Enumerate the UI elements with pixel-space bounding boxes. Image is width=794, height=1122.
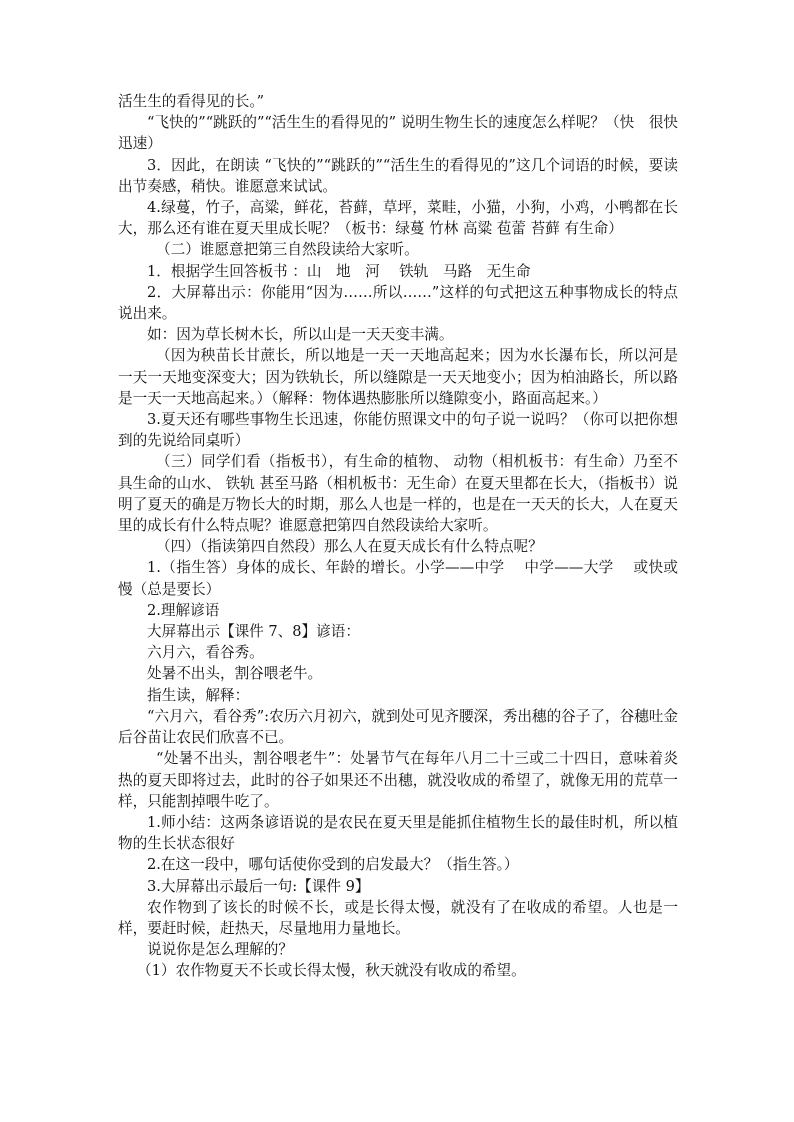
section-heading: （四）（指读第四自然段）那么人在夏天成长有什么特点呢？	[156, 538, 543, 556]
paragraph: 指生读，解释：	[147, 686, 250, 704]
proverb-line: 六月六，看谷秀。	[147, 644, 264, 662]
section-heading: （二）谁愿意把第三自然段读给大家听。	[156, 241, 419, 259]
paragraph: 2.在这一段中，哪句话使你受到的启发最大？（指生答。）	[147, 856, 519, 874]
paragraph: 活生生的看得见的长。”	[118, 93, 265, 110]
paragraph: 1.师小结：这两条谚语说的是农民在夏天里是能抓住植物生长的最佳时机，所以植物的生长状态很好	[118, 813, 678, 853]
paragraph: 4.绿蔓，竹子，高粱，鲜花，苔藓，草坪，菜畦，小猫，小狗，小鸡，小鸭都在长大，那么还有谁在夏天里成长呢？（板书：绿蔓 竹林 高粱 苞蕾 苔藓 有生命）	[118, 199, 678, 238]
paragraph: 大屏幕出示【课件 7、8】谚语：	[147, 623, 360, 641]
paragraph: “六月六，看谷秀”:农历六月初六，就到处可见齐腰深，秀出穗的谷子了，谷穗吐金后谷苗让农民们欣喜不已。	[118, 707, 678, 747]
paragraph: （因为秧苗长甘蔗长，所以地是一天一天地高起来；因为水长瀑布长，所以河是一天一天地变深变大；因为铁轨长，所以缝隙是一天天地变小；因为柏油路长，所以路是一天一天地高起来。）（解释：物体遇热膨胀所以缝隙变小，路面高起来。）	[118, 347, 678, 407]
section-heading: （三）同学们看（指板书），有生命的植物、 动物（相机板书：有生命）乃至不具生命的山水、 铁轨 甚至马路（相机板书：无生命）在夏天里都在长大，（指板书）说明了夏天的确是万物长大的时期，那么人也是一样的，也是在一天天的长大，人在夏天里的成长有什么特点呢？谁愿意把第四自然段读给大家听。	[118, 453, 678, 535]
paragraph: 3.大屏幕出示最后一句:【课件 9】	[147, 877, 370, 895]
paragraph: 2．大屏幕出示：你能用“因为……所以……”这样的句式把这五种事物成长的特点说出来。	[118, 283, 678, 323]
paragraph: “处暑不出头，割谷喂老牛”：处暑节气在每年八月二十三或二十四日，意味着炎热的夏天即将过去，此时的谷子如果还不出穗，就没收成的希望了，就像无用的荒草一样，只能割掉喂牛吃了。	[118, 750, 678, 810]
paragraph: 农作物到了该长的时候不长，或是长得太慢，就没有了在收成的希望。人也是一样，要赶时候，赶热天，尽量地用力量地长。	[118, 898, 678, 937]
paragraph: “飞快的”“跳跃的”“活生生的看得见的” 说明生物生长的速度怎么样呢？（快 很快 迅速）	[118, 114, 693, 153]
paragraph: 3．因此，在朗读 “飞快的”“跳跃的”“活生生的看得见的”这几个词语的时候，要读出节奏感，稍快。谁愿意来试试。	[118, 156, 678, 195]
paragraph: （1）农作物夏天不长或长得太慢，秋天就没有收成的希望。	[137, 962, 526, 980]
document-body	[118, 91, 693, 982]
proverb-line: 处暑不出头，割谷喂老牛。	[147, 665, 323, 683]
paragraph: 1.（指生答）身体的成长、年龄的增长。小学——中学 中学——大学 或快或慢（总是要长）	[118, 559, 678, 598]
paragraph: 2.理解谚语	[147, 601, 220, 619]
paragraph: 如：因为草长树木长，所以山是一天天变丰满。	[147, 326, 454, 344]
paragraph: 说说你是怎么理解的？	[147, 941, 293, 959]
paragraph: 1．根据学生回答板书 ：山 地 河 铁轨 马路 无生命	[147, 262, 531, 280]
paragraph: 3.夏天还有哪些事物生长迅速，你能仿照课文中的句子说一说吗？（你可以把你想到的先说给同桌听）	[118, 411, 678, 450]
